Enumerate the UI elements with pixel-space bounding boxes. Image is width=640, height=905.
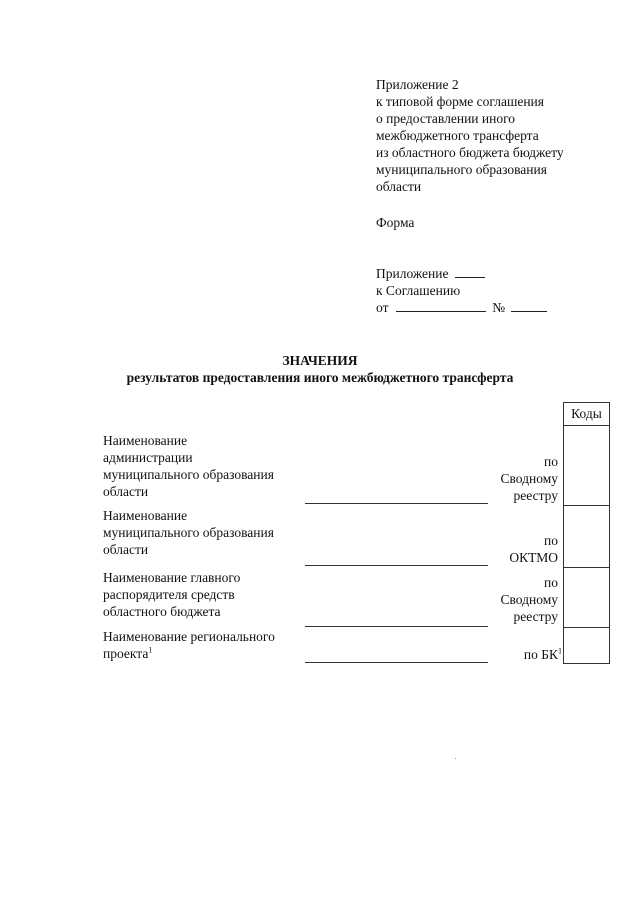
row-label-regional-project: Наименование регионального проекта$^1$ [103,629,275,661]
agreement-appendix-line [376,265,547,282]
date-blank[interactable] [396,300,486,312]
number-label: № [492,300,506,315]
doc-subtitle: результатов предоставления иного межбюджетного трансферта [126,370,514,385]
appendix-line: Приложение 2 [376,77,459,92]
appendix-line: из областного бюджета бюджету [376,145,564,160]
appendix-number-blank[interactable] [455,266,485,278]
appendix-line: о предоставлении иного [376,111,516,126]
appendix-block [376,76,564,195]
footnote-mark: 1 [148,645,153,655]
code-cell-3[interactable] [563,567,610,627]
appendix-line: области [376,179,422,194]
number-blank[interactable] [511,300,547,312]
code-cell-4[interactable] [563,627,610,664]
appendix-line: муниципального образования [376,162,547,177]
row-code-label-administration: по Сводному реестру [500,454,558,503]
appendix-line: межбюджетного трансферта [376,128,539,143]
form-label: Форма [376,215,415,230]
row-code-label-budget-manager: по Сводному реестру [500,575,558,624]
fill-line-regional-project[interactable] [305,662,488,663]
agreement-to-line: к Соглашению [376,283,461,298]
agreement-date-line [376,299,547,316]
appendix-line: к типовой форме соглашения [376,94,544,109]
fill-line-administration[interactable] [305,503,488,504]
row-label-administration: Наименование администрации муниципального образования области [103,433,274,499]
fill-line-budget-manager[interactable] [305,626,488,627]
scan-speck [455,758,456,759]
code-cell-1[interactable] [563,425,610,505]
agreement-ref [376,265,547,316]
agreement-appendix-label: Приложение [376,266,449,281]
code-cell-2[interactable] [563,505,610,567]
from-label: от [376,300,389,315]
footnote-mark: 1 [558,646,562,656]
doc-title: ЗНАЧЕНИЯ [282,353,358,368]
row-label-municipality: Наименование муниципального образования области [103,508,274,557]
codes-header: Коды [563,402,610,425]
row-code-label-regional-project: по $БК^1$ [523,646,562,662]
row-label-budget-manager: Наименование главного распорядителя средств областного бюджета [103,570,241,619]
row-code-label-municipality: по ОКТМО [509,533,558,565]
fill-line-municipality[interactable] [305,565,488,566]
